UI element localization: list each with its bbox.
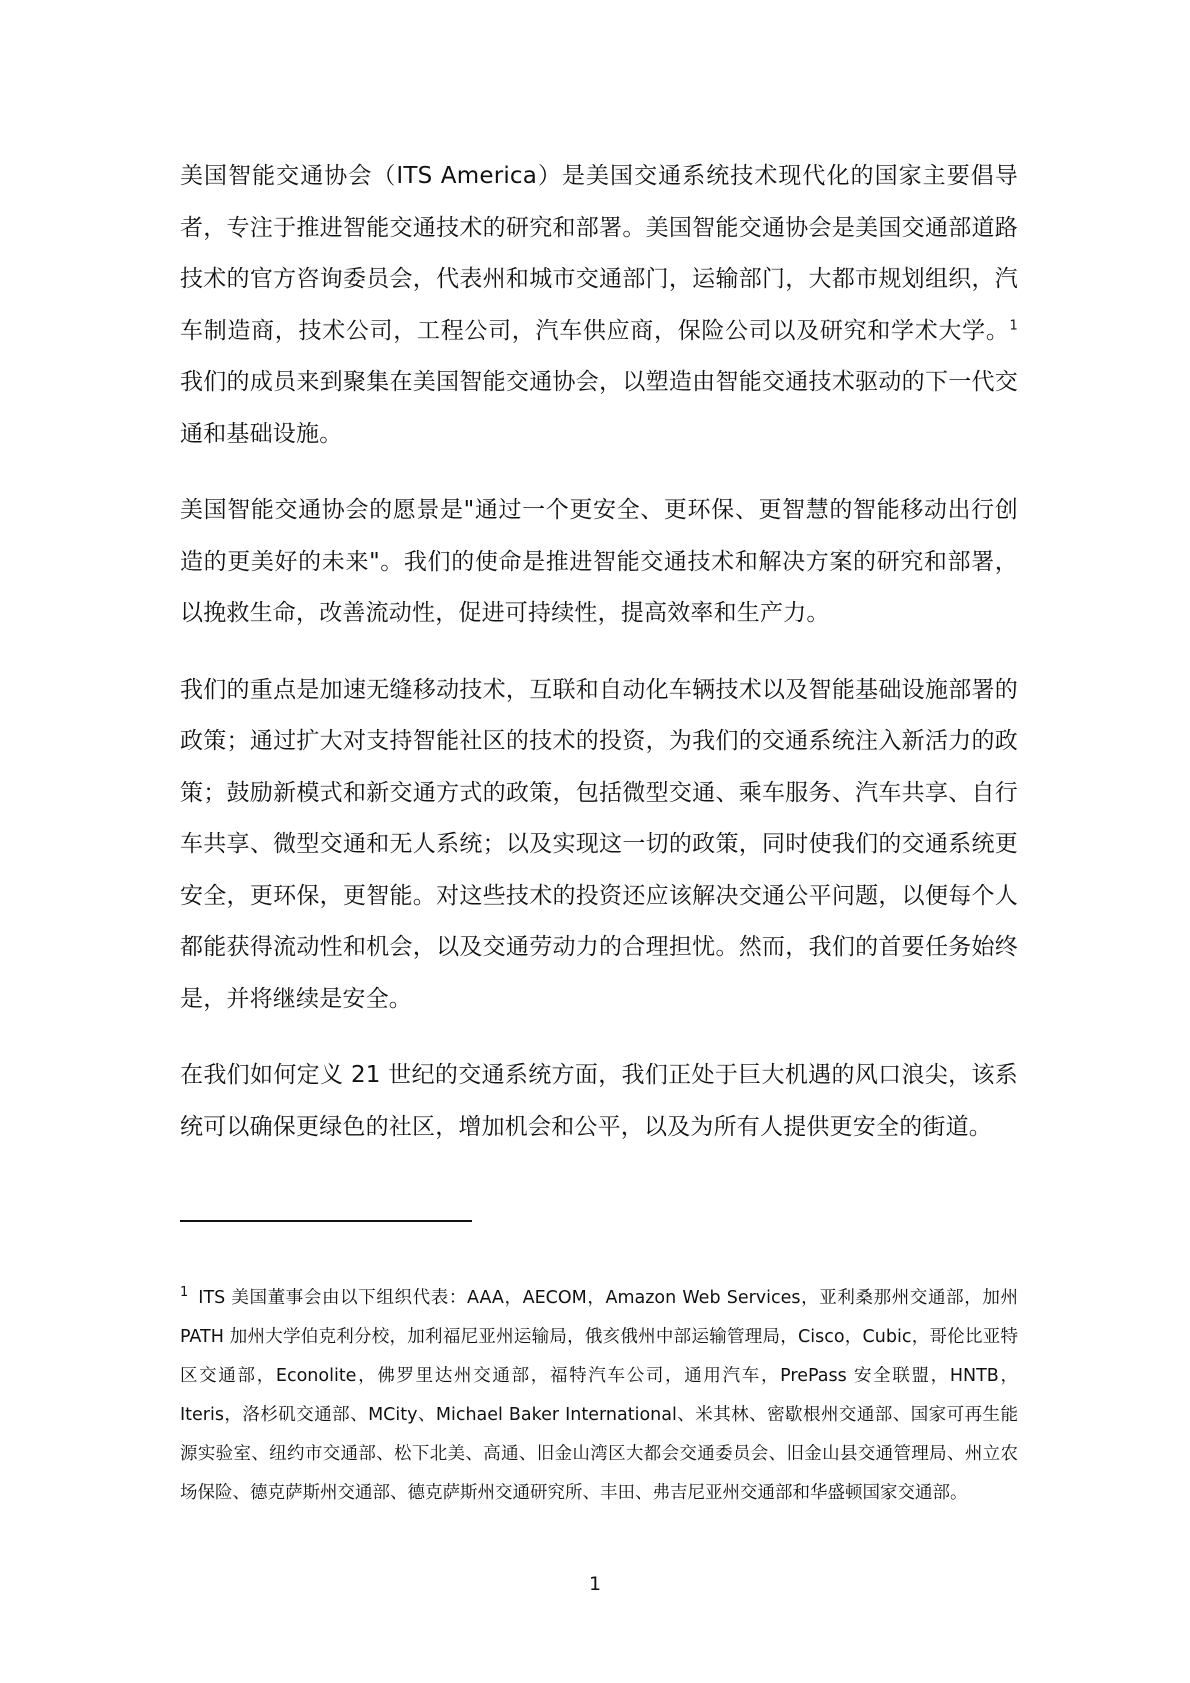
footnote <box>180 1279 1018 1513</box>
paragraph-21st-century: 在我们如何定义 21 世纪的交通系统方面，我们正处于巨大机遇的风口浪尖，该系统可以确保更绿色的社区，增加机会和公平，以及为所有人提供更安全的街道。 <box>180 1062 1018 1140</box>
footnote-separator <box>180 1220 472 1222</box>
paragraph-text: 美国智能交通协会（ITS America）是美国交通系统技术现代化的国家主要倡导者，专注于推进智能交通技术的研究和部署。美国智能交通协会是美国交通部道路技术的官方咨询委员会，代表州和城市交通部门，运输部门，大都市规划组织，汽车制造商，技术公司，工程公司，汽车供应商，保险公司以及研究和学术大学。 <box>180 163 1018 344</box>
paragraph-text: 我们的成员来到聚集在美国智能交通协会，以塑造由智能交通技术驱动的下一代交通和基础设施。 <box>180 369 1018 447</box>
paragraph-its-america-intro <box>180 151 1018 460</box>
page-number: 1 <box>588 1573 602 1595</box>
main-text <box>180 151 1018 1178</box>
footnote-marker: 1 <box>180 1285 189 1301</box>
paragraph-vision-mission: 美国智能交通协会的愿景是"通过一个更安全、更环保、更智慧的智能移动出行创造的更美好的未来"。我们的使命是推进智能交通技术和解决方案的研究和部署，以挽救生命，改善流动性，促进可持续性，提高效率和生产力。 <box>180 497 1018 626</box>
footnote-reference[interactable]: 1 <box>1009 317 1018 333</box>
paragraph-policy-focus: 我们的重点是加速无缝移动技术，互联和自动化车辆技术以及智能基础设施部署的政策；通过扩大对支持智能社区的技术的投资，为我们的交通系统注入新活力的政策；鼓励新模式和新交通方式的政策，包括微型交通、乘车服务、汽车共享、自行车共享、微型交通和无人系统；以及实现这一切的政策，同时使我们的交通系统更安全，更环保，更智能。对这些技术的投资还应该解决交通公平问题，以便每个人都能获得流动性和机会，以及交通劳动力的合理担忧。然而，我们的首要任务始终是，并将继续是安全。 <box>180 676 1018 1012</box>
footnote-text: ITS 美国董事会由以下组织代表：AAA，AECOM，Amazon Web Services，亚利桑那州交通部，加州 PATH 加州大学伯克利分校，加利福尼亚州运输局，俄亥俄州中部运输管理局，Cisco，Cubic，哥伦比亚特区交通部，Econolite，佛罗里达州交通部，福特汽车公司，通用汽车，PrePass 安全联盟，HNTB，Iteris，洛杉矶交通部、MCity、Michael Baker International、米其林、密歇根州交通部、国家可再生能源实验室、纽约市交通部、松下北美、高通、旧金山湾区大都会交通委员会、旧金山县交通管理局、州立农场保险、德克萨斯州交通部、德克萨斯州交通研究所、丰田、弗吉尼亚州交通部和华盛顿国家交通部。 <box>180 1288 1018 1503</box>
